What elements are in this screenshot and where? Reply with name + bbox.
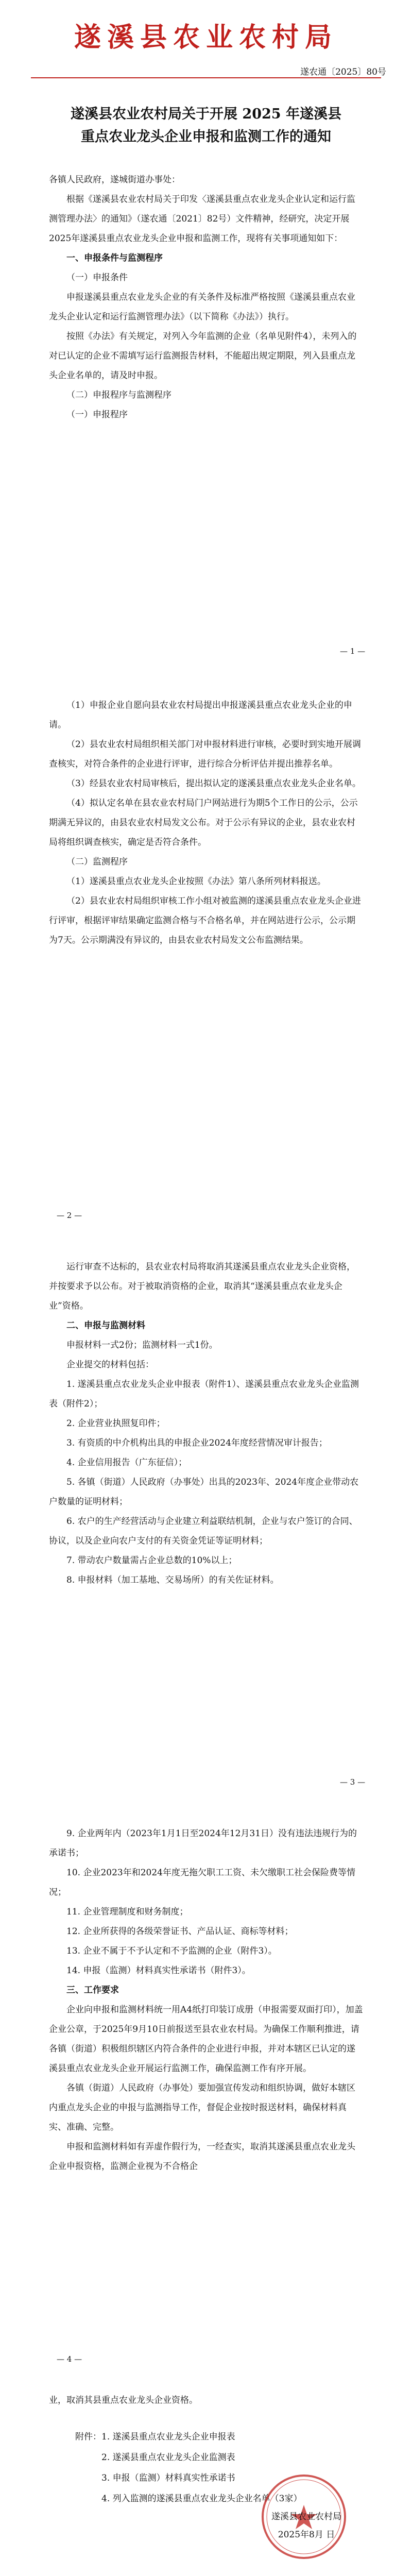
paragraph: 14. 申报（监测）材料真实性承诺书（附件3）。 xyxy=(66,1965,251,1976)
paragraph: 1. 遂溪县重点农业龙头企业申报表（附件1）、遂溪县重点农业龙头企业监测表（附件2）； xyxy=(49,1379,359,1409)
subsection-heading: （二）申报程序与监测程序 xyxy=(66,390,171,400)
subsection-heading: （一）申报条件 xyxy=(66,273,128,283)
title-line-1: 遂溪县农业农村局关于开展 2025 年遂溪县 xyxy=(71,106,341,122)
signature-date: 2025年8月 日 xyxy=(278,2530,335,2540)
attachment-item: 2. 遂溪县重点农业龙头企业监测表 xyxy=(101,2452,235,2463)
page-4 xyxy=(0,1803,412,2380)
section-heading: 三、工作要求 xyxy=(66,1985,119,1995)
attachment-item xyxy=(49,2427,363,2447)
paragraph: 2. 企业营业执照复印件； xyxy=(66,1418,165,1429)
section-heading: 二、申报与监测材料 xyxy=(66,1320,145,1331)
attachment-item: 3. 申报（监测）材料真实性承诺书 xyxy=(101,2473,235,2483)
paragraph: 7. 带动农户数量需占企业总数的10%以上； xyxy=(66,1555,237,1566)
paragraph: （2）县农业农村局组织相关部门对申报材料进行审核，必要时到实地开展调查核实，对符合条件的企业进行评审，进行综合分析评估并提出推荐名单。 xyxy=(49,739,361,769)
header-red-line xyxy=(31,77,381,78)
title-line-2: 重点农业龙头企业申报和监测工作的通知 xyxy=(81,129,331,145)
paragraph: 12. 企业所获得的各级荣誉证书、产品认证、商标等材料； xyxy=(66,1926,294,1937)
paragraph: 根据《遂溪县农业农村局关于印发〈遂溪县重点农业龙头企业认定和运行监测管理办法〉的通知》（遂农通〔2021〕82号）文件精神，经研究，决定开展2025年遂溪县重点农业龙头企业申报和监测工作，现将有关事项通知如下： xyxy=(49,194,355,244)
page-number: — 2 — xyxy=(57,1211,82,1220)
paragraph: 申报材料一式2份；监测材料一式1份。 xyxy=(66,1340,218,1350)
paragraph: 各镇人民政府，遂城街道办事处： xyxy=(49,175,180,185)
signature-organization: 遂溪县农业农村局 xyxy=(271,2512,341,2522)
paragraph: （3）经县农业农村局审核后，提出拟认定的遂溪县重点农业龙头企业名单。 xyxy=(66,778,361,789)
paragraph: 各镇（街道）人民政府（办事处）要加强宣传发动和组织协调，做好本辖区内重点龙头企业的申报与监测指导工作，督促企业按时报送材料，确保材料真实、准确、完整。 xyxy=(49,2083,355,2132)
paragraph: 3. 有资质的中介机构出具的申报企业2024年度经营情况审计报告； xyxy=(66,1438,328,1448)
paragraph: （1）遂溪县重点农业龙头企业按照《办法》第八条所列材料报送。 xyxy=(66,876,326,887)
attachment-item: 4. 列入监测的遂溪县重点农业龙头企业名单（3家） xyxy=(101,2494,302,2504)
paragraph: 企业向申报和监测材料统一用A4纸打印装订成册（申报需要双面打印），加盖企业公章，于2025年9月10日前报送至县农业农村局。为确保工作顺利推进，请各镇（街道）积极组织辖区内符合条件的企业进行申报，并对本辖区已认定的遂溪县重点农业龙头企业开展运行监测工作，确保监测工作有序开展。 xyxy=(49,2005,363,2074)
page-number: — 3 — xyxy=(340,1777,366,1787)
document-title xyxy=(41,103,371,148)
paragraph: 申报遂溪县重点农业龙头企业的有关条件及标准严格按照《遂溪县重点农业龙头企业认定和运行监测管理办法》（以下简称《办法》）执行。 xyxy=(49,292,355,322)
paragraph: 申报和监测材料如有弄虚作假行为，一经查实，取消其遂溪县重点农业龙头企业申报资格，监测企业视为不合格企 xyxy=(49,2142,355,2172)
paragraph: 业，取消其县重点农业龙头企业资格。 xyxy=(49,2395,198,2405)
paragraph: 5. 各镇（街道）人民政府（办事处）出具的2023年、2024年度企业带动农户数量的证明材料； xyxy=(49,1477,359,1507)
paragraph: 企业提交的材料包括： xyxy=(66,1360,154,1370)
section-heading: 一、申报条件与监测程序 xyxy=(66,253,163,263)
page-2-body xyxy=(49,696,363,950)
page-1 xyxy=(0,0,412,675)
paragraph: （2）县农业农村局组织审核工作小组对被监测的遂溪县重点农业龙头企业进行评审，根据评审结果确定监测合格与不合格名单，并在网站进行公示，公示期为7天。公示期满没有异议的，由县农业农村局发文公布监测结果。 xyxy=(49,896,361,945)
page-1-body xyxy=(49,170,363,425)
page-number: — 1 — xyxy=(340,647,366,656)
page-2 xyxy=(0,675,412,1236)
paragraph: （1）申报企业自愿向县农业农村局提出申报遂溪县重点农业龙头企业的申请。 xyxy=(49,700,352,730)
paragraph: 8. 申报材料（加工基地、交易场所）的有关佐证材料。 xyxy=(66,1575,279,1585)
document-header-org: 遂溪县农业农村局 xyxy=(74,22,338,53)
page-3-body xyxy=(49,1257,363,1590)
paragraph: 6. 农户的生产经营活动与企业建立利益联结机制，企业与农户签订的合同、协议，以及企业向农户支付的有关资金凭证等证明材料； xyxy=(49,1516,358,1546)
paragraph: （4）拟认定名单在县农业农村局门户网站进行为期5个工作日的公示，公示期满无异议的，由县农业农村局发文公布。对于公示有异议的企业，县农业农村局将组织调查核实，确定是否符合条件。 xyxy=(49,798,358,848)
paragraph: 13. 企业不属于不予认定和不予监测的企业（附件3）。 xyxy=(66,1946,277,1956)
page-5 xyxy=(0,2380,412,2576)
attachment-title: 1. 遂溪县重点农业龙头企业申报表 xyxy=(101,2432,235,2442)
subsection-heading: （二）监测程序 xyxy=(66,857,128,867)
page-3 xyxy=(0,1236,412,1803)
attachments-label: 附件： xyxy=(75,2432,101,2442)
paragraph: 按照《办法》有关规定，对列入今年监测的企业（名单见附件4），未列入的对已认定的企业不需填写运行监测报告材料，不能超出规定期限，列入县重点龙头企业名单的，请及时申报。 xyxy=(49,331,357,381)
paragraph: 9. 企业两年内（2023年1月1日至2024年12月31日）没有违法违规行为的承诺书； xyxy=(49,1828,357,1858)
paragraph: 运行审查不达标的，县农业农村局将取消其遂溪县重点农业龙头企业资格，并按要求予以公布。对于被取消资格的企业，取消其“遂溪县重点农业龙头企业”资格。 xyxy=(49,1262,355,1311)
page-number: — 4 — xyxy=(57,2354,82,2364)
document-number: 遂农通〔2025〕80号 xyxy=(300,67,386,77)
subsection-heading: （一）申报程序 xyxy=(66,410,128,420)
page-5-body xyxy=(49,2391,363,2410)
paragraph: 11. 企业管理制度和财务制度； xyxy=(66,1907,188,1917)
paragraph: 4. 企业信用报告（广东征信）； xyxy=(66,1458,187,1468)
page-4-body xyxy=(49,1824,363,2176)
paragraph: 10. 企业2023年和2024年度无拖欠职工工资、未欠缴职工社会保险费等情况； xyxy=(49,1868,355,1897)
